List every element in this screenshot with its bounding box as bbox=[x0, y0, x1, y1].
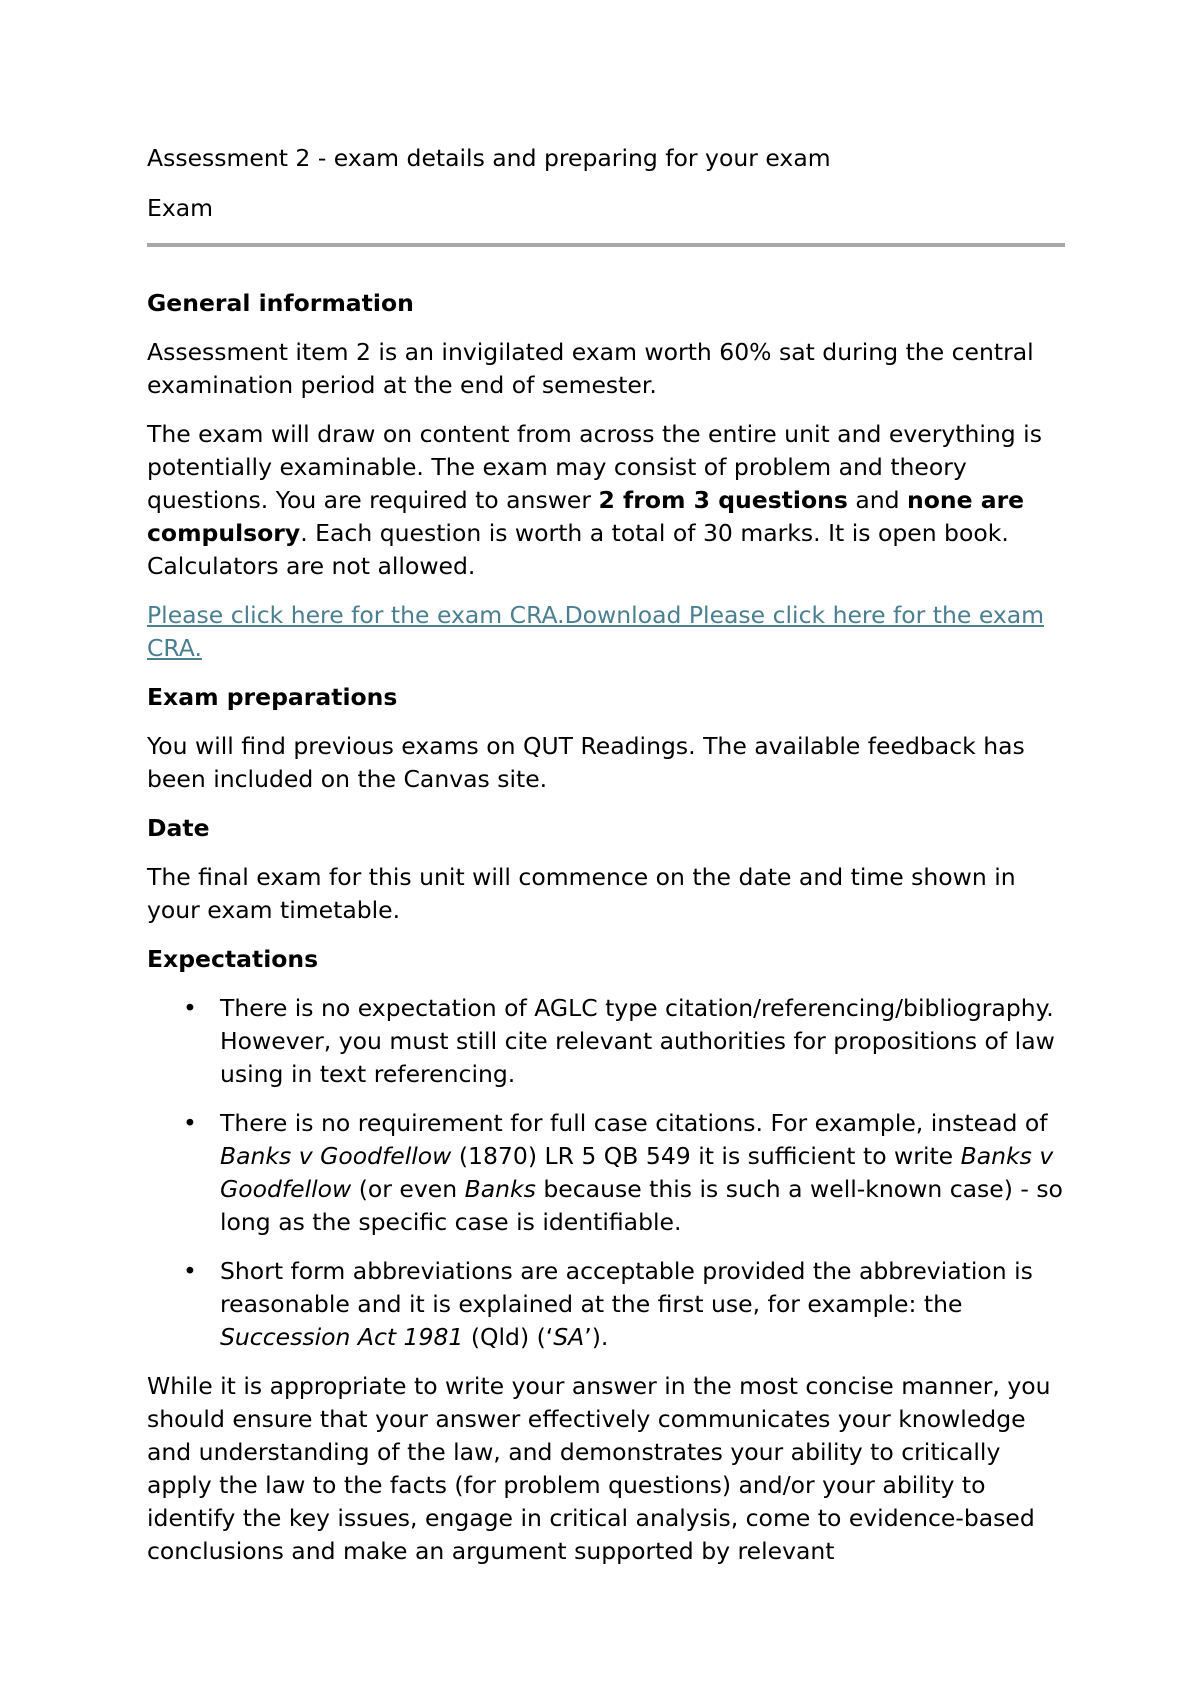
page-subtitle: Exam bbox=[147, 194, 214, 222]
bullet-icon: • bbox=[183, 1109, 197, 1137]
list-item bbox=[147, 1255, 1067, 1354]
list-item bbox=[147, 1107, 1067, 1239]
exam-format-text-c: and bbox=[847, 486, 907, 514]
expectation-abbreviation-text-b: (Qld) (‘ bbox=[463, 1323, 554, 1351]
bullet-icon: • bbox=[183, 994, 197, 1022]
exam-cra-link[interactable]: Please click here for the exam CRA.Download Please click here for the exam CRA. bbox=[147, 601, 1045, 662]
expectation-abbreviation-text-a: Short form abbreviations are acceptable provided the abbreviation is reasonable and it is explained at the first use, for example: the bbox=[220, 1257, 1033, 1318]
expectation-abbreviation-text-c: ’). bbox=[584, 1323, 609, 1351]
expectations-list bbox=[147, 992, 1067, 1354]
expectation-case-text-b: (1870) LR 5 QB 549 it is sufficient to write bbox=[451, 1142, 961, 1170]
exam-format-emphasis-questions: 2 from 3 questions bbox=[598, 486, 848, 514]
general-information-paragraph: Assessment item 2 is an invigilated exam worth 60% sat during the central examination period at the end of semester. bbox=[147, 338, 1034, 399]
case-name: Banks v Goodfellow bbox=[220, 1142, 1054, 1203]
act-name: Succession Act 1981 bbox=[220, 1323, 464, 1351]
exam-preparations-heading: Exam preparations bbox=[147, 683, 398, 711]
closing-paragraph: While it is appropriate to write your answer in the most concise manner, you should ensure that your answer effectively communicates your knowledge and understanding of the law, and demonstrates your ability to critically apply the law to the facts (for problem questions) and/or your ability to identify the key issues, engage in critical analysis, come to evidence-based conclusions and make an argument supported by relevant bbox=[147, 1372, 1051, 1565]
case-name: Banks bbox=[464, 1175, 536, 1203]
case-name: Banks v Goodfellow bbox=[220, 1142, 452, 1170]
act-abbreviation: SA bbox=[553, 1323, 585, 1351]
date-heading: Date bbox=[147, 814, 210, 842]
exam-format-emphasis-compulsory: none are compulsory bbox=[147, 486, 1025, 547]
exam-preparations-paragraph: You will find previous exams on QUT Readings. The available feedback has been included on the Canvas site. bbox=[147, 732, 1025, 793]
date-paragraph: The final exam for this unit will commence on the date and time shown in your exam timetable. bbox=[147, 863, 1016, 924]
expectation-citation-text: There is no expectation of AGLC type citation/referencing/bibliography. However, you must still cite relevant authorities for propositions of law using in text referencing. bbox=[220, 994, 1055, 1088]
exam-format-paragraph bbox=[147, 418, 1067, 583]
page-title: Assessment 2 - exam details and preparing for your exam bbox=[147, 144, 831, 172]
list-item bbox=[147, 992, 1067, 1091]
expectation-case-text-d: because this is such a well-known case) - so long as the specific case is identifiable. bbox=[220, 1175, 1063, 1236]
bullet-icon: • bbox=[183, 1257, 197, 1285]
general-information-heading: General information bbox=[147, 289, 414, 317]
expectation-case-text-a: There is no requirement for full case citations. For example, instead of bbox=[220, 1109, 1048, 1137]
exam-format-text-d: . Each question is worth a total of 30 marks. It is open book. Calculators are not allowed. bbox=[147, 519, 1009, 580]
expectations-heading: Expectations bbox=[147, 945, 319, 973]
expectation-case-text-c: (or even bbox=[351, 1175, 465, 1203]
cra-link-paragraph bbox=[147, 599, 1067, 665]
exam-format-text-a: The exam will draw on content from across the entire unit and everything is potentially examinable. The exam may consist of problem and theory questions. You are required to answer bbox=[147, 420, 1042, 514]
document-page bbox=[147, 142, 1067, 1568]
horizontal-divider bbox=[147, 243, 1065, 247]
